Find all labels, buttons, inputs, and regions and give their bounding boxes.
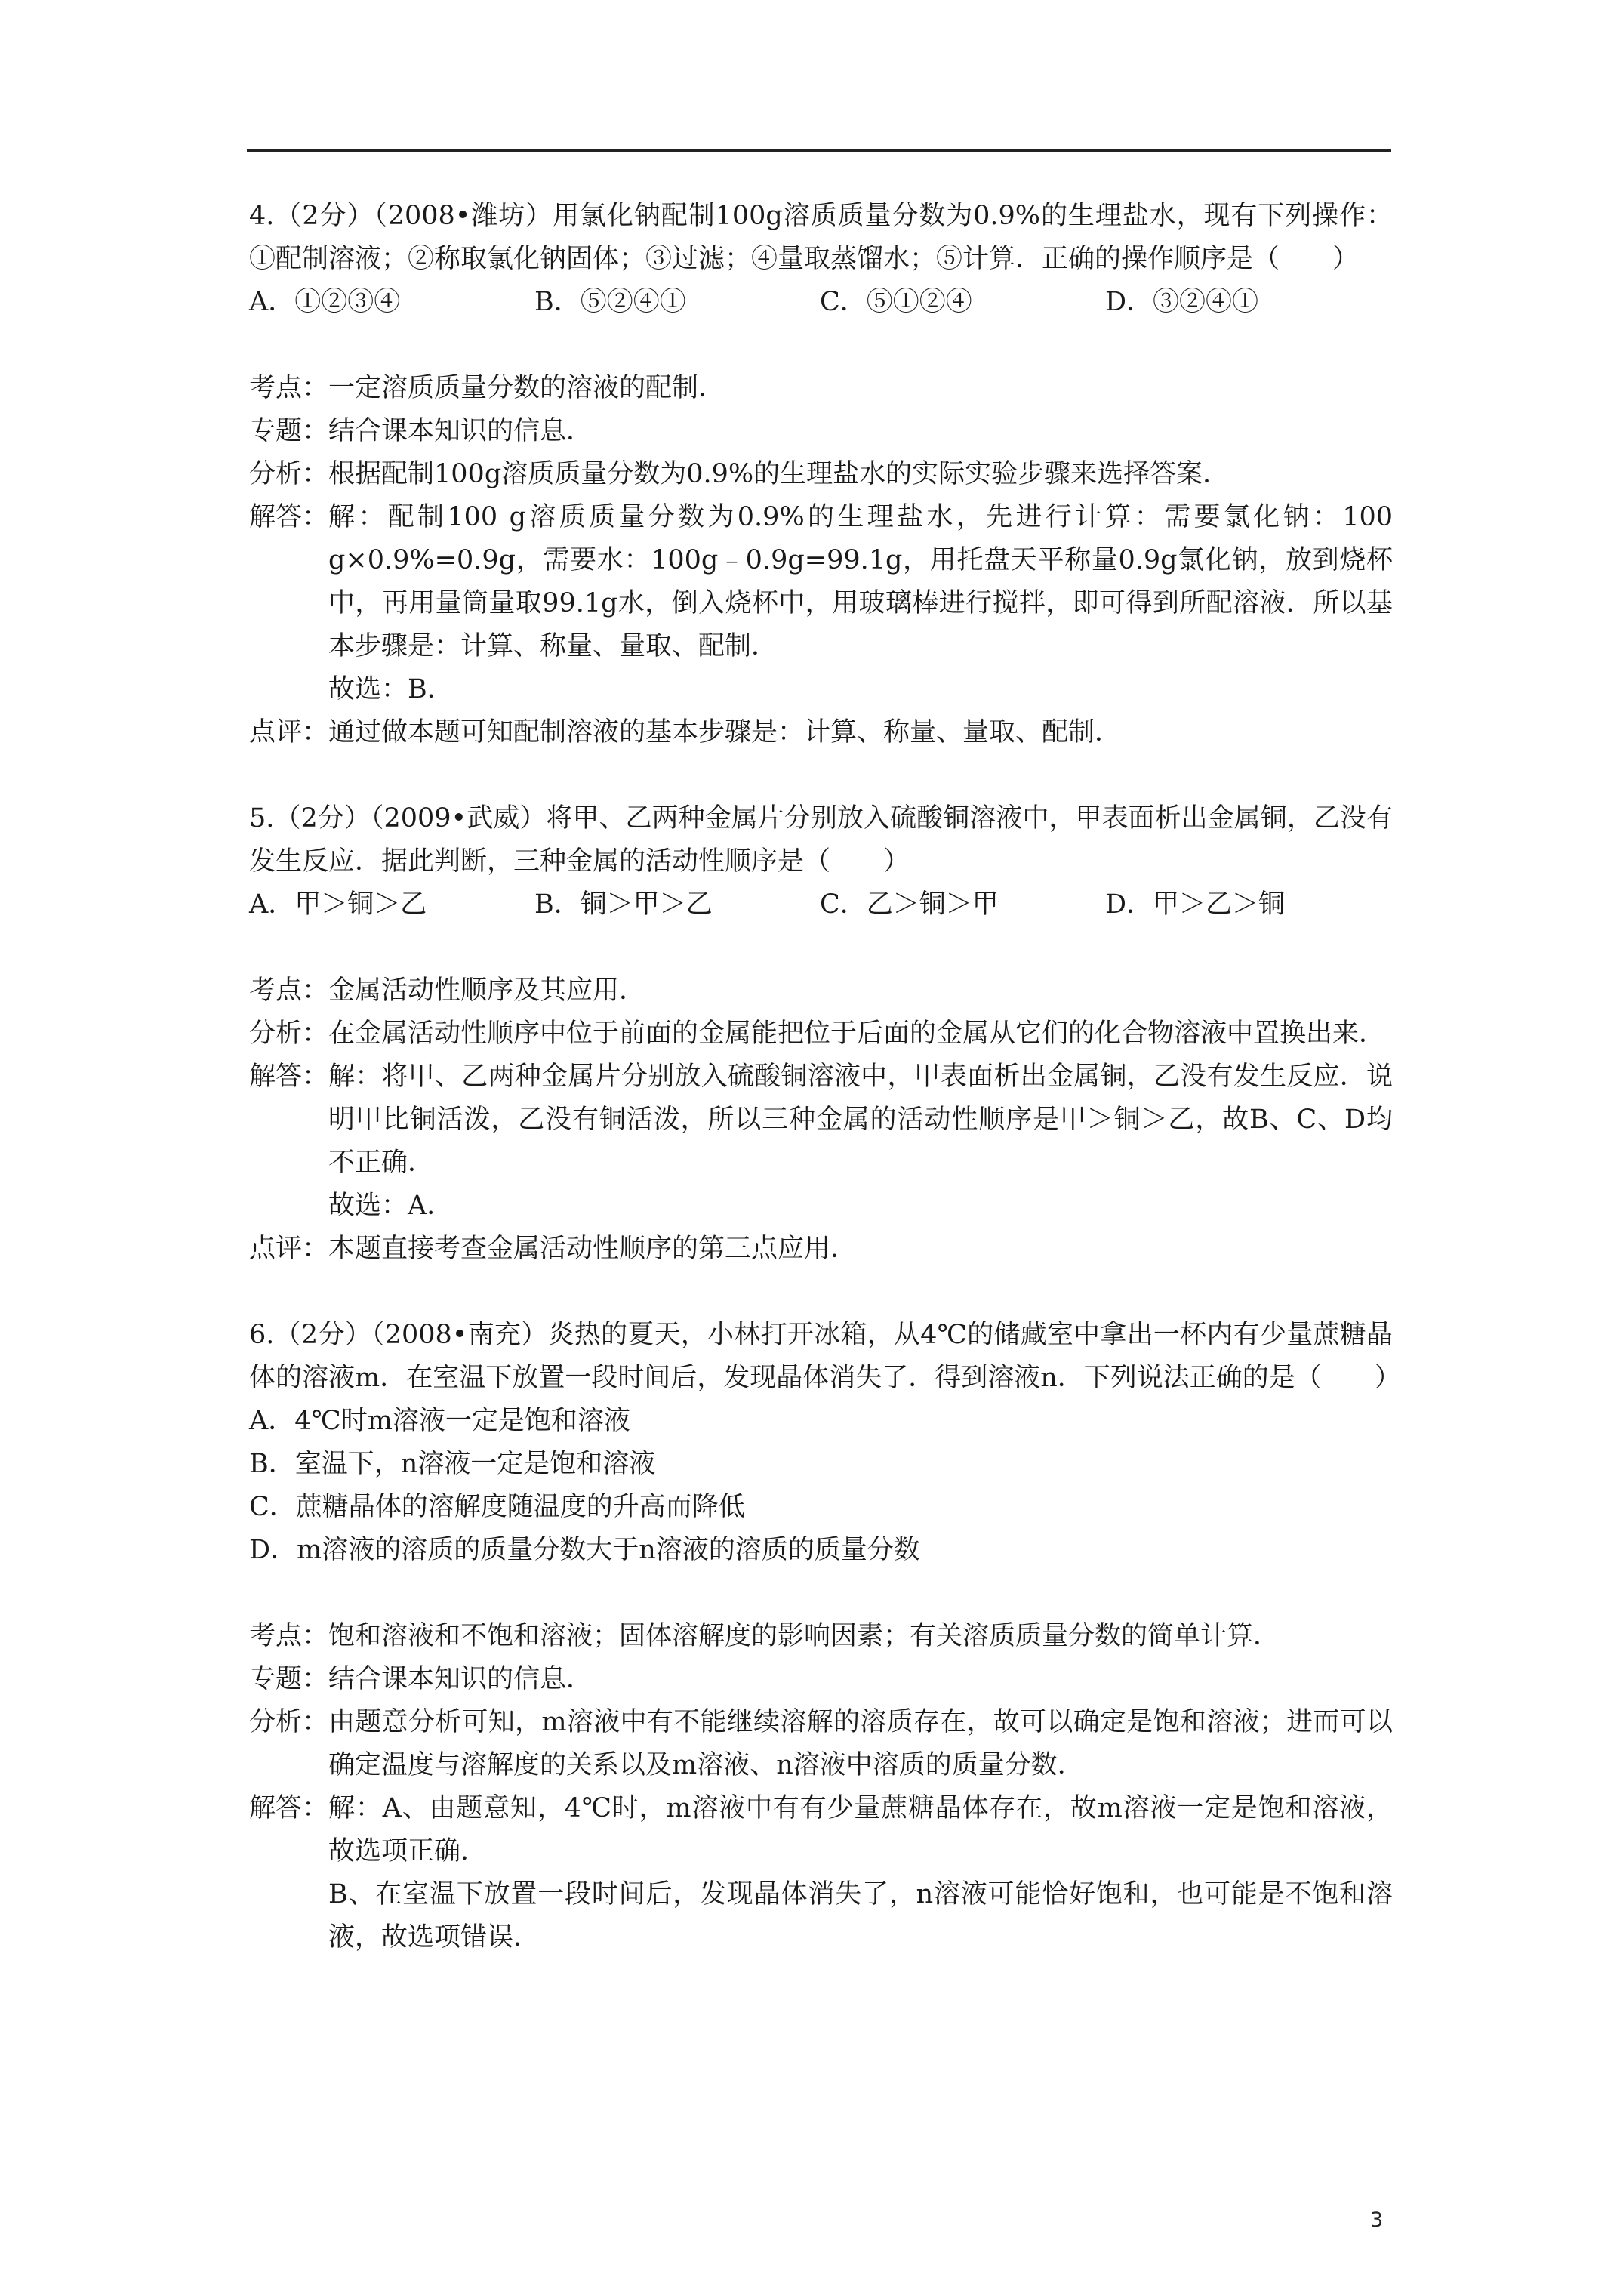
option-c: C．乙＞铜＞甲: [820, 889, 999, 920]
fenxi-text: 根据配制100g溶质质量分数为0.9%的生理盐水的实际实验步骤来选择答案．: [328, 459, 1230, 489]
fenxi-label: 分析：: [249, 459, 329, 489]
option-c: C．蔗糖晶体的溶解度随温度的升高而降低: [249, 1492, 745, 1522]
zhuanti-text: 结合课本知识的信息．: [328, 1664, 593, 1694]
answer-text: 故选：B．: [328, 674, 454, 704]
q5-dianping: [249, 1228, 1393, 1271]
option-d: D．甲＞乙＞铜: [1105, 889, 1286, 920]
q4-dianping: [249, 711, 1393, 754]
option-a: A．4℃时m溶液一定是饱和溶液: [249, 1406, 630, 1436]
page-number: 3: [1370, 2208, 1384, 2232]
q6-zhuanti: [249, 1658, 1393, 1701]
q6-fenxi: [249, 1701, 1393, 1787]
dianping-label: 点评：: [249, 717, 329, 747]
jieda-label: 解答：: [249, 502, 329, 532]
kaodian-label: 考点：: [249, 373, 329, 403]
jieda-label: 解答：: [249, 1793, 329, 1823]
question-5-stem: 5.（2分）（2009•武威）将甲、乙两种金属片分别放入硫酸铜溶液中，甲表面析出金属铜，乙没有发生反应．据此判断，三种金属的活动性顺序是（ ）: [249, 803, 1393, 877]
option-a: A．①②③④: [249, 287, 401, 317]
question-5: [249, 797, 1393, 1271]
dianping-label: 点评：: [249, 1234, 329, 1264]
kaodian-text: 金属活动性顺序及其应用．: [328, 975, 646, 1006]
question-6: [249, 1314, 1401, 1959]
header-rule: [247, 149, 1391, 152]
zhuanti-label: 专题：: [249, 1664, 329, 1694]
jieda-text-a: 解：A、由题意知，4℃时，m溶液中有有少量蔗糖晶体存在，故m溶液一定是饱和溶液，故选项正确．: [328, 1793, 1393, 1866]
jieda-text-b: B、在室温下放置一段时间后，发现晶体消失了，n溶液可能恰好饱和，也可能是不饱和溶液，故选项错误．: [328, 1879, 1393, 1952]
q5-fenxi: [249, 1012, 1393, 1056]
dianping-text: 通过做本题可知配制溶液的基本步骤是：计算、称量、量取、配制．: [328, 717, 1122, 747]
q4-jieda: [249, 496, 1393, 711]
jieda-text: 解：配制100 g溶质质量分数为0.9%的生理盐水，先进行计算：需要氯化钠：100 g×0.9%=0.9g，需要水：100g﹣0.9g=99.1g，用托盘天平称量0.9g氯化钠，放到烧杯中，再用量筒量取99.1g水，倒入烧杯中，用玻璃棒进行搅拌，即可得到所配溶液．所以基本步骤是：计算、称量、量取、配制．: [328, 502, 1393, 661]
option-c: C．⑤①②④: [820, 287, 972, 317]
question-6-stem: 6.（2分）（2008•南充）炎热的夏天，小林打开冰箱，从4℃的储藏室中拿出一杯内有少量蔗糖晶体的溶液m．在室温下放置一段时间后，发现晶体消失了．得到溶液n．下列说法正确的是（ ）: [249, 1320, 1401, 1393]
jieda-label: 解答：: [249, 1062, 329, 1092]
question-5-options: [249, 883, 1393, 926]
kaodian-text: 饱和溶液和不饱和溶液；固体溶解度的影响因素；有关溶质质量分数的简单计算．: [328, 1621, 1280, 1651]
option-a: A．甲＞铜＞乙: [249, 889, 427, 920]
answer-text: 故选：A．: [328, 1191, 454, 1221]
question-4-options: [249, 281, 1393, 324]
fenxi-text: 由题意分析可知，m溶液中有不能继续溶解的溶质存在，故可以确定是饱和溶液；进而可以确定温度与溶解度的关系以及m溶液、n溶液中溶质的质量分数．: [328, 1707, 1393, 1780]
kaodian-text: 一定溶质质量分数的溶液的配制．: [328, 373, 725, 403]
q4-kaodian: [249, 367, 1393, 410]
kaodian-label: 考点：: [249, 1621, 329, 1651]
q6-jieda: [249, 1787, 1393, 1959]
option-d: D．③②④①: [1105, 287, 1259, 317]
question-4: [249, 195, 1393, 754]
fenxi-label: 分析：: [249, 1019, 329, 1049]
q5-jieda: [249, 1056, 1393, 1228]
q5-kaodian: [249, 969, 1393, 1012]
q6-kaodian: [249, 1615, 1393, 1658]
q4-fenxi: [249, 453, 1393, 496]
option-b: B．室温下，n溶液一定是饱和溶液: [249, 1449, 656, 1479]
jieda-text: 解：将甲、乙两种金属片分别放入硫酸铜溶液中，甲表面析出金属铜，乙没有发生反应．说明甲比铜活泼，乙没有铜活泼，所以三种金属的活动性顺序是甲＞铜＞乙，故B、C、D均不正确．: [328, 1062, 1393, 1178]
kaodian-label: 考点：: [249, 975, 329, 1006]
option-b: B．⑤②④①: [534, 287, 686, 317]
zhuanti-label: 专题：: [249, 416, 329, 446]
page-content: [249, 195, 1401, 1959]
zhuanti-text: 结合课本知识的信息．: [328, 416, 593, 446]
question-4-stem: 4.（2分）（2008•潍坊）用氯化钠配制100g溶质质量分数为0.9%的生理盐水，现有下列操作：①配制溶液；②称取氯化钠固体；③过滤；④量取蒸馏水；⑤计算．正确的操作顺序是（ ）: [249, 201, 1393, 274]
dianping-text: 本题直接考查金属活动性顺序的第三点应用．: [328, 1234, 858, 1264]
option-d: D．m溶液的溶质的质量分数大于n溶液的溶质的质量分数: [249, 1535, 920, 1565]
q4-zhuanti: [249, 410, 1393, 453]
option-b: B．铜＞甲＞乙: [534, 889, 713, 920]
fenxi-text: 在金属活动性顺序中位于前面的金属能把位于后面的金属从它们的化合物溶液中置换出来．: [328, 1019, 1386, 1049]
fenxi-label: 分析：: [249, 1707, 329, 1737]
